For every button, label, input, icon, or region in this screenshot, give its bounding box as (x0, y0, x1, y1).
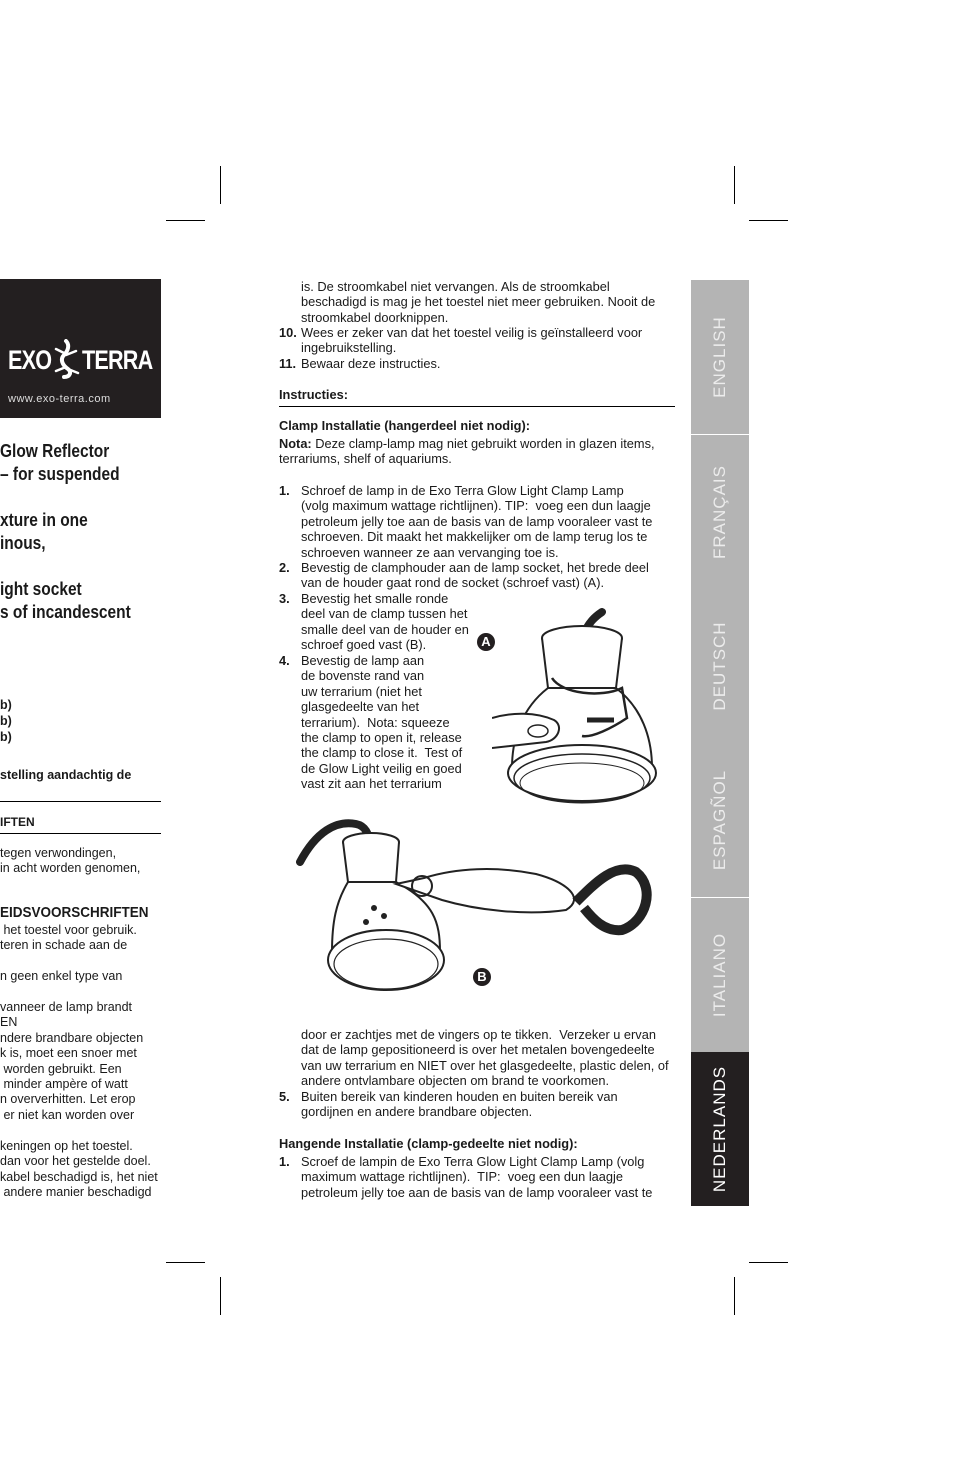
left-section1-text (0, 846, 140, 877)
step-number: 1. (279, 483, 290, 498)
text-line: dat de lamp gepositioneerd is over het metalen bovengedeelte (301, 1042, 655, 1058)
logo-url: www.exo-terra.com (8, 393, 111, 405)
tab-label: FRANÇAIS (710, 465, 729, 559)
logo-word-right: TERRA (82, 345, 153, 375)
text-line: kabel beschadigd is, het niet (0, 1169, 158, 1184)
left-section2-heading: EIDSVOORSCHRIFTEN (0, 904, 149, 921)
text-line: stroomkabel doorknippen. (301, 309, 449, 325)
text-line: maximum wattage richtlijnen). TIP: voeg een dun laagje (301, 1169, 623, 1185)
text-line: Bevestig de lamp aan (301, 653, 425, 668)
divider (0, 801, 161, 802)
divider (0, 833, 161, 834)
text-line: s of incandescent (0, 602, 131, 622)
tab-english[interactable] (691, 280, 749, 434)
brand-logo (0, 279, 161, 418)
item11-text: Bewaar deze instructies. (301, 356, 441, 371)
text-line: uw terrarium (niet het (301, 683, 422, 699)
text-line (0, 555, 131, 578)
crop-mark (749, 220, 788, 221)
crop-mark (749, 1262, 788, 1263)
crop-mark (220, 1277, 221, 1315)
text-line: k is, moet een snoer met (0, 1046, 137, 1061)
tab-label: ENGLISH (710, 316, 729, 398)
text-line: schroeven. Dit maakt het makkelijker om de lamp terug los te (301, 529, 648, 545)
tab-francais[interactable] (691, 435, 749, 589)
text-line (0, 486, 131, 509)
text-line: door er zachtjes met de vingers op te tikken. Verzeker u ervan (301, 1027, 656, 1042)
divider (279, 406, 675, 407)
crop-mark (734, 166, 735, 204)
text-line: Buiten bereik van kinderen houden en buiten bereik van (301, 1089, 618, 1104)
text-line (0, 1123, 158, 1138)
step4-continued (301, 1027, 669, 1089)
text-line: de bovenste rand van (301, 668, 425, 684)
left-notice-fragment: stelling aandachtig de (0, 768, 132, 782)
text-line: beschadigd is mag je het toestel niet meer gebruiken. Nooit de (301, 294, 656, 310)
gecko-icon (50, 339, 82, 379)
text-line: n oververhitten. Let erop (0, 1092, 136, 1107)
text-line: smalle deel van de houder en (301, 621, 469, 637)
nota-paragraph (279, 436, 674, 467)
text-line: ight socket (0, 579, 82, 599)
left-title-fragment (0, 440, 131, 624)
tab-label: ESPAGÑOL (710, 769, 729, 871)
item-number: 10. (279, 325, 297, 340)
text-line: (volg maximum wattage richtlijnen). TIP: voeg een dun laagje (301, 498, 651, 514)
text-line: worden gebruikt. Een (0, 1061, 122, 1076)
text-line: schroef goed vast (B). (301, 637, 427, 653)
tab-deutsch[interactable] (691, 589, 749, 743)
logo-word-left: EXO (8, 345, 52, 375)
nota-label: Nota: (279, 436, 312, 451)
text-line: Wees er zeker van dat het toestel veilig is geïnstalleerd voor (301, 325, 643, 340)
text-line: inous, (0, 533, 46, 553)
text-line: Bevestig het smalle ronde (301, 591, 449, 606)
text-line: is. De stroomkabel niet vervangen. Als de stroomkabel (301, 279, 610, 294)
tab-label: DEUTSCH (710, 621, 729, 711)
text-line: teren in schade aan de (0, 938, 128, 953)
step1-text (301, 483, 652, 560)
nota-text: Deze clamp-lamp mag niet gebruikt worden in glazen items, (311, 436, 655, 451)
text-line: deel van de clamp tussen het (301, 606, 468, 622)
text-line: er niet kan worden over (0, 1107, 135, 1122)
item-number: 11. (279, 356, 297, 371)
step5-text (301, 1089, 618, 1120)
text-line: b) (0, 714, 12, 728)
text-line: Scroef de lampin de Exo Terra Glow Light Clamp Lamp (volg (301, 1154, 645, 1169)
text-line: petroleum jelly toe aan de basis van de lamp vooraleer vast te (301, 513, 653, 529)
text-line: de Glow Light veilig en goed (301, 760, 462, 776)
step-number: 3. (279, 591, 290, 606)
tab-nederlands[interactable] (691, 1052, 749, 1206)
step2-text (301, 560, 649, 591)
text-line: – for suspended (0, 464, 120, 484)
text-line: andere manier beschadigd (0, 1184, 152, 1199)
intro-text (301, 279, 655, 325)
nota-text-2: terrariums, shelf of aquariums. (279, 451, 452, 467)
left-section1-heading: IFTEN (0, 815, 35, 829)
text-line: vanneer de lamp brandt (0, 1000, 133, 1015)
crop-mark (166, 1262, 205, 1263)
text-line: het toestel voor gebruik. (0, 923, 137, 937)
text-line: van uw terrarium en NIET over het glasgedeelte, plastic delen, of (301, 1057, 669, 1073)
text-line: tegen verwondingen, (0, 846, 117, 860)
text-line: the clamp to open it, release (301, 730, 462, 746)
hang-heading: Hangende Installatie (clamp-gedeelte niet nodig): (279, 1136, 578, 1151)
tab-label: NEDERLANDS (710, 1065, 729, 1193)
text-line: keningen op het toestel. (0, 1138, 133, 1153)
text-line: n geen enkel type van (0, 969, 123, 984)
tab-label: ITALIANO (710, 932, 729, 1018)
tab-espagnol[interactable] (691, 743, 749, 897)
text-line: Bevestig de clamphouder aan de lamp socket, het brede deel (301, 560, 649, 575)
text-line: Schroef de lamp in de Exo Terra Glow Light Clamp Lamp (301, 483, 624, 498)
clamp-heading: Clamp Installatie (hangerdeel niet nodig): (279, 418, 530, 433)
step-number: 2. (279, 560, 290, 575)
step-number: 5. (279, 1089, 290, 1104)
step4-text (301, 653, 462, 792)
crop-mark (734, 1277, 735, 1315)
text-line: terrarium). Nota: squeeze (301, 714, 450, 730)
figure-label-b: B (473, 968, 491, 986)
text-line: Glow Reflector (0, 441, 110, 461)
step3-text (301, 591, 469, 653)
step-number: 4. (279, 653, 290, 668)
clamp-lamp-illustration-a (492, 608, 672, 830)
text-line: EN (0, 1015, 18, 1030)
figure-label-a: A (477, 633, 495, 651)
text-line (0, 954, 158, 969)
left-section2-text (0, 923, 158, 1200)
text-line: ingebruikstelling. (301, 340, 397, 356)
text-line: van de houder gaat rond de socket (schroef vast) (A). (301, 575, 605, 591)
text-line: minder ampère of watt (0, 1077, 128, 1092)
text-line: petroleum jelly toe aan de basis van de lamp vooraleer vast te (301, 1184, 653, 1200)
text-line (0, 985, 158, 1000)
text-line: ndere brandbare objecten (0, 1030, 144, 1045)
text-line: andere ontvlambare objecten om brand te voorkomen. (301, 1073, 610, 1089)
tab-italiano[interactable] (691, 898, 749, 1052)
text-line: dan voor het gestelde doel. (0, 1154, 151, 1169)
step-number: 1. (279, 1154, 290, 1169)
text-line: vast zit aan het terrarium (301, 776, 442, 792)
item10-text (301, 325, 642, 356)
text-line: the clamp to close it. Test of (301, 745, 463, 761)
text-line: b) (0, 730, 12, 744)
text-line: b) (0, 698, 12, 712)
text-line: schroeven wanneer ze aan vervanging toe is. (301, 544, 559, 560)
text-line: gordijnen en andere brandbare objecten. (301, 1104, 533, 1120)
text-line: in acht worden genomen, (0, 861, 141, 876)
text-line: glasgedeelte van het (301, 699, 420, 715)
text-line: xture in one (0, 510, 88, 530)
hang1-text (301, 1154, 652, 1200)
crop-mark (220, 166, 221, 204)
crop-mark (166, 220, 205, 221)
instructions-heading: Instructies: (279, 387, 348, 402)
left-watt-fragment (0, 697, 12, 745)
